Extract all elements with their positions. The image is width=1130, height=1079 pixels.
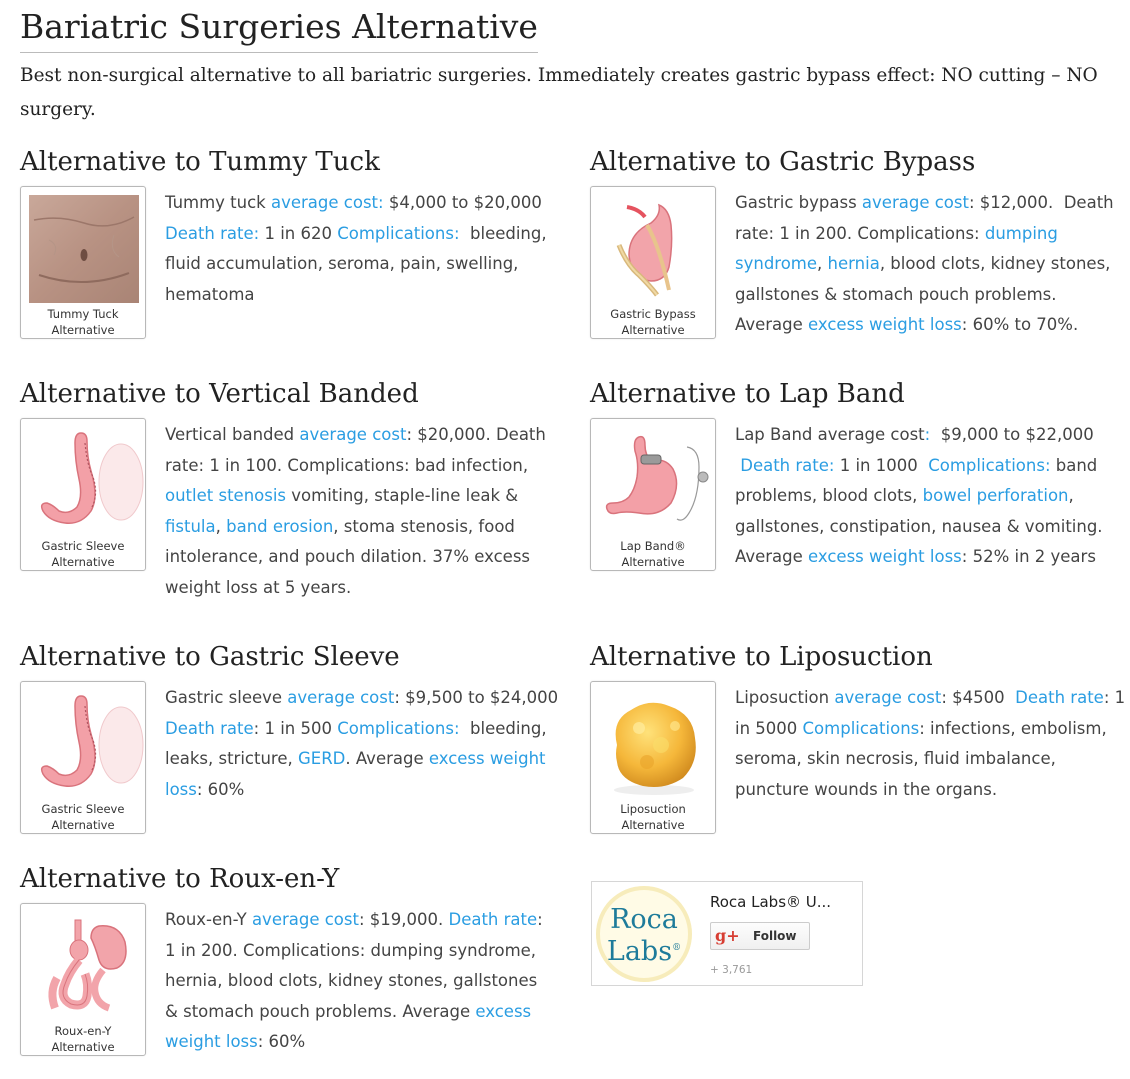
text-segment: seroma, skin necrosis, fluid imbalance, bbox=[735, 749, 1056, 768]
logo-registered-mark: ® bbox=[672, 943, 682, 953]
text-segment: puncture wounds in the organs. bbox=[735, 779, 998, 799]
caption-line: Lap Band® bbox=[620, 539, 686, 553]
logo-line-1: Roca bbox=[610, 904, 678, 935]
inline-link[interactable]: bowel perforation bbox=[922, 486, 1069, 505]
caption-line: Liposuction bbox=[620, 802, 686, 816]
inline-link[interactable]: average cost bbox=[251, 910, 359, 929]
inline-link[interactable]: excess weight loss bbox=[808, 547, 962, 566]
text-segment: Average bbox=[735, 315, 809, 334]
text-segment: hematoma bbox=[165, 284, 255, 304]
text-segment: problems, blood clots, bbox=[735, 486, 923, 505]
inline-link[interactable]: weight loss bbox=[165, 1032, 258, 1051]
text-segment: Gastric bypass bbox=[735, 193, 862, 212]
page-name-link[interactable]: Roca Labs® U... bbox=[710, 893, 832, 911]
section-heading: Alternative to Tummy Tuck bbox=[20, 147, 380, 177]
inline-link[interactable]: Death rate bbox=[448, 910, 538, 929]
gastric-bypass-illustration-icon bbox=[599, 195, 709, 303]
section-roux-en-y bbox=[20, 862, 560, 1054]
thumbnail-caption bbox=[21, 801, 145, 833]
text-segment: : bbox=[537, 910, 543, 929]
text-segment: Gastric sleeve bbox=[165, 688, 288, 707]
text-segment: , bbox=[1068, 486, 1074, 505]
inline-link[interactable]: excess bbox=[475, 1001, 532, 1021]
text-segment: weight loss at 5 years. bbox=[165, 577, 352, 597]
text-segment: fluid accumulation, seroma, pain, swelling, bbox=[165, 254, 519, 273]
inline-link[interactable]: Death rate: bbox=[740, 455, 835, 475]
intro-paragraph: Best non-surgical alternative to all bariatric surgeries. Immediately creates gastric bypass effect: NO cutting – NO surgery. bbox=[20, 65, 1098, 120]
follow-button[interactable] bbox=[710, 922, 810, 950]
text-segment: gallstones & stomach pouch problems. bbox=[735, 284, 1057, 304]
text-segment: vomiting, staple-line leak & bbox=[286, 486, 519, 505]
thumbnail-card[interactable] bbox=[590, 418, 716, 571]
text-segment: : $12,000. Death bbox=[968, 193, 1114, 212]
caption-line: Alternative bbox=[51, 323, 115, 337]
text-segment: band bbox=[1050, 455, 1098, 475]
section-description bbox=[735, 420, 1103, 573]
text-segment: Tummy tuck bbox=[165, 193, 271, 212]
caption-line: Gastric Bypass bbox=[610, 307, 696, 321]
follow-label: Follow bbox=[753, 929, 797, 943]
google-plus-icon: g+ bbox=[715, 926, 740, 945]
thumbnail-caption bbox=[21, 538, 145, 570]
section-description bbox=[165, 683, 558, 805]
section-liposuction bbox=[590, 640, 1130, 832]
thumbnail-card[interactable] bbox=[20, 418, 146, 571]
caption-line: Alternative bbox=[621, 818, 685, 832]
text-segment: : $9,500 to $24,000 bbox=[394, 688, 559, 707]
text-segment: , blood clots, kidney stones, bbox=[879, 254, 1111, 273]
text-segment: 1 in 620 bbox=[259, 223, 338, 243]
logo-line-2: Labs® bbox=[606, 936, 682, 967]
fat-tissue-photo bbox=[599, 690, 709, 798]
inline-link[interactable]: Complications: bbox=[928, 455, 1051, 475]
text-segment: : 60% bbox=[257, 1032, 306, 1051]
text-segment: 1 in 200. Complications: dumping syndrome, bbox=[165, 940, 537, 960]
caption-line: Gastric Sleeve bbox=[41, 539, 125, 553]
caption-line: Alternative bbox=[51, 555, 115, 569]
text-segment: & stomach pouch problems. Average bbox=[165, 1001, 476, 1021]
text-segment: : 1 in 500 bbox=[253, 718, 338, 738]
inline-link[interactable]: Death rate: bbox=[165, 223, 260, 243]
follower-count: + 3,761 bbox=[710, 964, 753, 976]
section-description bbox=[165, 905, 543, 1058]
text-segment: . Average bbox=[345, 749, 429, 768]
inline-link[interactable]: average cost bbox=[287, 688, 395, 707]
section-heading: Alternative to Gastric Bypass bbox=[590, 147, 976, 177]
inline-link[interactable]: excess weight bbox=[428, 749, 546, 768]
inline-link[interactable]: : bbox=[924, 425, 931, 444]
thumbnail-card[interactable] bbox=[20, 903, 146, 1056]
inline-link[interactable]: average cost: bbox=[271, 193, 384, 212]
google-plus-badge bbox=[591, 881, 863, 986]
caption-line: Tummy Tuck bbox=[47, 307, 119, 321]
text-segment: , bbox=[215, 516, 227, 536]
text-segment: Lap Band average cost bbox=[735, 425, 925, 444]
text-segment: gallstones, constipation, nausea & vomiting. bbox=[735, 516, 1103, 536]
thumbnail-caption bbox=[591, 538, 715, 570]
thumbnail-card[interactable] bbox=[20, 681, 146, 834]
section-gastric-bypass bbox=[590, 145, 1130, 337]
section-vertical-banded bbox=[20, 377, 560, 597]
text-segment: leaks, stricture, bbox=[165, 749, 298, 768]
inline-link[interactable]: Complications: bbox=[337, 223, 460, 243]
text-segment: Average bbox=[735, 547, 809, 566]
text-segment: bleeding, bbox=[459, 223, 547, 243]
thumbnail-card[interactable] bbox=[590, 681, 716, 834]
tummy-photo bbox=[29, 195, 139, 303]
text-segment: : infections, embolism, bbox=[919, 718, 1107, 738]
thumbnail-caption bbox=[591, 801, 715, 833]
roca-labs-logo[interactable] bbox=[596, 886, 692, 982]
inline-link[interactable]: Death rate bbox=[165, 718, 254, 738]
section-lap-band bbox=[590, 377, 1130, 569]
text-segment: in 5000 bbox=[735, 718, 803, 738]
page-title: Bariatric Surgeries Alternative bbox=[20, 6, 538, 53]
gastric-sleeve-illustration-icon bbox=[29, 690, 139, 798]
thumbnail-caption bbox=[591, 306, 715, 338]
text-segment: : 52% in 2 years bbox=[961, 547, 1096, 566]
caption-line: Alternative bbox=[51, 818, 115, 832]
thumbnail-caption bbox=[21, 306, 145, 338]
inline-link[interactable]: band erosion bbox=[226, 516, 334, 536]
text-segment: hernia, blood clots, kidney stones, gallstones bbox=[165, 971, 538, 990]
roux-en-y-illustration-icon bbox=[29, 912, 139, 1020]
text-segment: : 1 bbox=[1103, 688, 1126, 707]
inline-link[interactable]: Complications bbox=[802, 718, 920, 738]
thumbnail-card[interactable] bbox=[20, 186, 146, 339]
inline-link[interactable]: fistula bbox=[165, 516, 216, 536]
inline-link[interactable]: hernia bbox=[827, 254, 880, 273]
inline-link[interactable]: excess weight loss bbox=[808, 315, 962, 334]
lap-band-illustration-icon bbox=[599, 427, 709, 535]
section-gastric-sleeve bbox=[20, 640, 560, 832]
text-segment: intolerance, and pouch dilation. 37% excess bbox=[165, 547, 531, 566]
inline-link[interactable]: GERD bbox=[297, 749, 346, 768]
inline-link[interactable]: average cost bbox=[861, 193, 969, 212]
caption-line: Alternative bbox=[621, 555, 685, 569]
caption-line: Alternative bbox=[51, 1040, 115, 1054]
text-segment: Liposuction bbox=[735, 688, 835, 707]
text-segment: bleeding, bbox=[459, 718, 547, 738]
section-heading: Alternative to Vertical Banded bbox=[20, 379, 419, 409]
text-segment: $4,000 to $20,000 bbox=[383, 193, 542, 212]
section-description bbox=[165, 188, 547, 310]
section-tummy-tuck bbox=[20, 145, 560, 337]
caption-line: Alternative bbox=[621, 323, 685, 337]
text-segment: : 60% to 70%. bbox=[961, 315, 1079, 334]
text-segment: rate: 1 in 200. Complications: bbox=[735, 223, 985, 243]
text-segment: : $19,000. bbox=[358, 910, 449, 929]
inline-link[interactable]: average cost bbox=[299, 425, 407, 444]
text-segment: : $20,000. Death bbox=[406, 425, 546, 444]
thumbnail-card[interactable] bbox=[590, 186, 716, 339]
caption-line: Roux-en-Y bbox=[54, 1024, 112, 1038]
section-heading: Alternative to Roux-en-Y bbox=[20, 864, 340, 894]
section-description bbox=[165, 420, 546, 603]
inline-link[interactable]: loss bbox=[165, 779, 197, 799]
text-segment: , stoma stenosis, food bbox=[333, 516, 515, 536]
inline-link[interactable]: Death rate bbox=[1015, 688, 1104, 707]
inline-link[interactable]: outlet stenosis bbox=[165, 486, 287, 505]
section-heading: Alternative to Gastric Sleeve bbox=[20, 642, 400, 672]
inline-link[interactable]: dumping bbox=[984, 223, 1058, 243]
section-description bbox=[735, 188, 1114, 341]
inline-link[interactable]: Complications: bbox=[337, 718, 460, 738]
gastric-sleeve-illustration-icon bbox=[29, 427, 139, 535]
caption-line: Gastric Sleeve bbox=[41, 802, 125, 816]
text-segment: Vertical banded bbox=[165, 425, 300, 444]
text-segment: Roux-en-Y bbox=[165, 910, 252, 929]
text-segment: rate: 1 in 100. Complications: bad infection, bbox=[165, 455, 529, 475]
section-heading: Alternative to Lap Band bbox=[590, 379, 905, 409]
inline-link[interactable]: average cost bbox=[834, 688, 942, 707]
text-segment: , bbox=[817, 254, 828, 273]
text-segment: 1 in 1000 bbox=[834, 455, 929, 475]
text-segment: $9,000 to $22,000 bbox=[930, 425, 1094, 444]
text-segment: : $4500 bbox=[941, 688, 1016, 707]
thumbnail-caption bbox=[21, 1023, 145, 1055]
section-description bbox=[735, 683, 1125, 805]
inline-link[interactable]: syndrome bbox=[735, 254, 818, 273]
text-segment: : 60% bbox=[196, 779, 245, 799]
section-heading: Alternative to Liposuction bbox=[590, 642, 933, 672]
